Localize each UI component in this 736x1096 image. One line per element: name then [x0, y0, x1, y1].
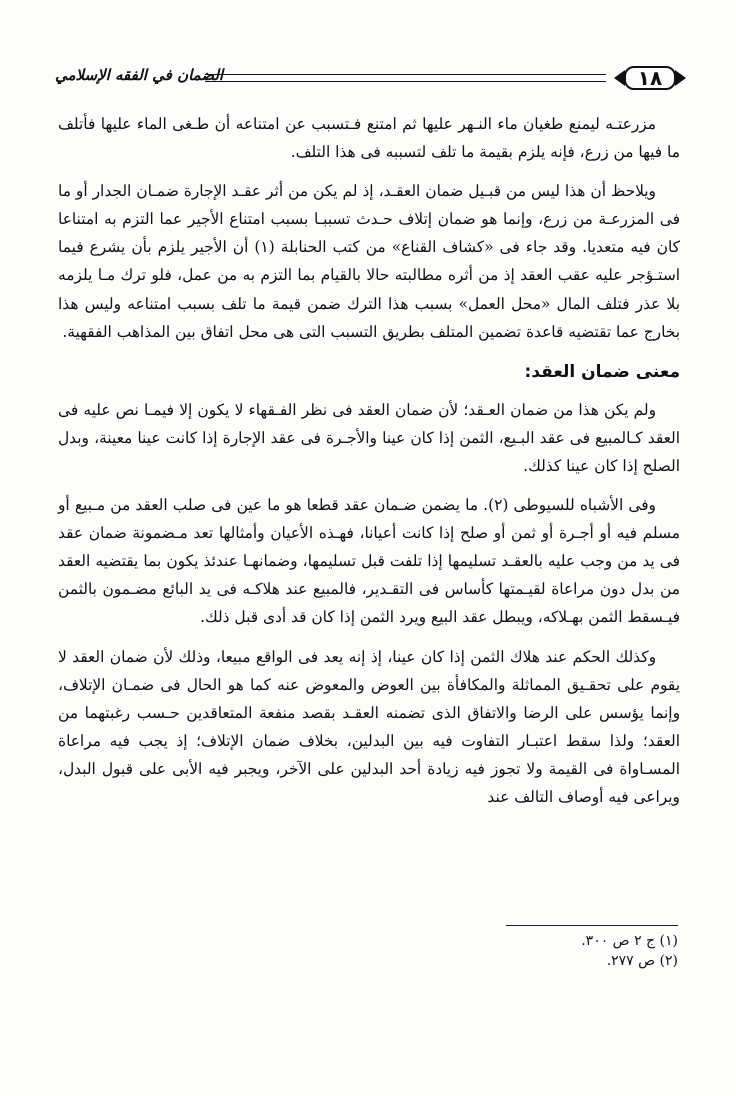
page-number-left-arrow-icon — [614, 70, 625, 86]
paragraph-3: ولم يكن هذا من ضمان العـقد؛ لأن ضمان العقد فى نظر الفـقهاء لا يكون إلا فيمـا نص عليه فى العقد كـالمبيع فى عقد البـيع، الثمن إذا كان عينا والأجـرة فى عقد الإجارة إذا كانت عينا معينة، وبدل الصلح إذا كان عينا كذلك. — [58, 400, 680, 475]
header-rule — [205, 74, 606, 82]
footnotes — [278, 931, 678, 971]
running-header — [55, 62, 686, 96]
footnote-2: (٢) ص ٢٧٧. — [606, 953, 678, 969]
footnote-1: (١) ج ٢ ص ٣٠٠. — [581, 933, 678, 949]
page-number-badge — [614, 62, 686, 94]
paragraph-5: وكذلك الحكم عند هلاك الثمن إذا كان عينا، إذ إنه يعد فى الواقع مبيعا، وذلك لأن ضمان العقد لا يقوم على تحقـيق المماثلة والمكافأة بين العوض والمعوض عنه كما هو الحال فى ضمـان الإتلاف، وإنما يؤسس على الرضا والاتفاق الذى تضمنه العقـد بقصد منفعة المتعاقدين حـسب رغبتهما من العقد؛ ولذا سقط اعتبـار التفاوت فيه بين البدلين، بخلاف ضمان الإتلاف؛ إذ يجب فيه مراعاة المسـاواة فى القيمة ولا تجوز فيه زيادة أحد البدلين على الآخر، ويجبر فيه الأبى على قبول البدل، ويراعى فيه أوصاف التالف عند — [58, 647, 680, 806]
section-heading: معنى ضمان العقد: — [524, 361, 680, 382]
paragraph-1: مزرعتـه ليمنع طغيان ماء النـهر عليها ثم امتنع فـتسبب عن امتناعه أن طـغى الماء عليها فأتلف ما فيها من زرع، فإنه يلزم بقيمة ما تلف لتسببه فى هذا التلف. — [58, 115, 680, 162]
footnote-separator — [506, 925, 678, 926]
paragraph-2: ويلاحظ أن هذا ليس من قبـيل ضمان العقـد، إذ لم يكن من أثر عقـد الإجارة ضمـان الجدار أو ما فى المزرعـة من زرع، وإنما هو ضمان إتلاف حـدث تسببـا بسبب امتناع الأجير عما التزم به امتناعا كان فيه متعديا. وقد جاء فى «كشاف القناع» من كتب الحنابلة (١) أن الأجير يلزم بأن يشرع فيما استـؤجر عليه عقب العقد إذ من أثره مطالبته حالا بالقيام بما التزم به من عمل، فلو ترك مـا يلزمه بلا عذر فتلف المال «محل العمل» بسبب هذا الترك ضمن قيمة ما تلف بسبب امتناعه وليس هذا بخارج عما تقتضيه قاعدة تضمين المتلف بطريق التسبب التى هى محل اتفاق بين المذاهب الفقهية. — [58, 182, 681, 341]
page-number: ١٨ — [637, 66, 663, 90]
page-number-right-arrow-icon — [675, 70, 686, 86]
body-text — [58, 110, 680, 811]
paragraph-4: وفى الأشباه للسيوطى (٢). ما يضمن ضـمان عقد قطعا هو ما عين فى صلب العقد من مـبيع أو مسلم فيه أو أجـرة أو ثمن أو صلح إذا كانت أعيانا، فهـذه الأعيان وأمثالها تعد مـضمونة ضمان عقد فى يد من وجب عليه بالعقـد تسليمها إذا تلفت قبل تسليمها، وضمانهـا عندئذ يكون بما يقتضيه العقد من بدل دون مراعاة لقيـمتها كأساس فى التقـدير، فالمبيع عند هلاكـه فى يد البائع مضـمون بالثمن فيـسقط الثمن بهـلاكه، ويبطل عقد البيع ويرد الثمن إذا كان قد أدى قبل ذلك. — [58, 496, 680, 627]
running-title: الضمان في الفقه الإسلامي — [55, 66, 224, 84]
